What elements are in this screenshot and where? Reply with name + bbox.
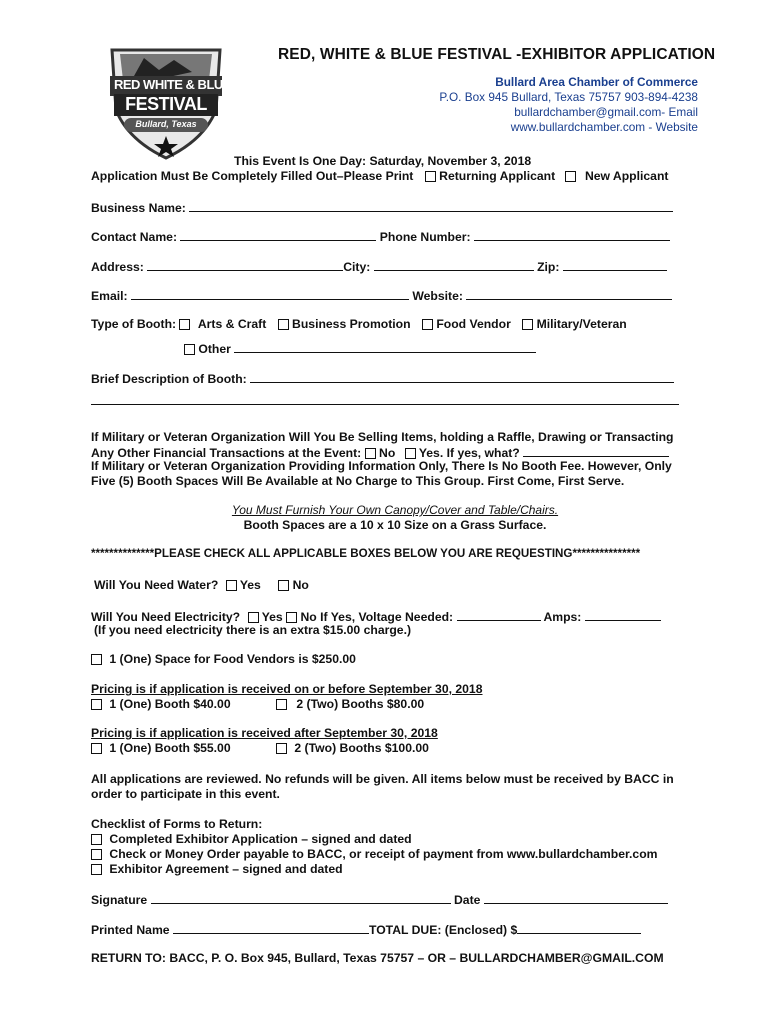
printed-name-field[interactable] xyxy=(173,921,369,934)
zip-label: Zip: xyxy=(537,260,560,274)
org-website: www.bullardchamber.com - Website xyxy=(510,120,698,134)
application-instructions: Application Must Be Completely Filled Out–Please Print xyxy=(91,169,414,183)
email-row xyxy=(91,287,672,303)
military-line1: If Military or Veteran Organization Will You Be Selling Items, holding a Raffle, Drawing or Transacting xyxy=(91,430,674,444)
new-applicant-checkbox[interactable] xyxy=(565,171,576,182)
checklist-item-label: Completed Exhibitor Application – signed and dated xyxy=(109,832,412,846)
event-line: This Event Is One Day: Saturday, November 3, 2018 xyxy=(234,154,532,168)
pricing-after-header: Pricing is if application is received after September 30, 2018 xyxy=(91,726,438,740)
food-space-checkbox[interactable] xyxy=(91,654,102,665)
military-yes-field[interactable] xyxy=(523,444,669,457)
date-label: Date xyxy=(454,893,481,907)
total-due-label: TOTAL DUE: (Enclosed) $ xyxy=(368,923,518,937)
pricing-after-row xyxy=(91,741,231,755)
website-field[interactable] xyxy=(466,287,672,300)
new-applicant-label: New Applicant xyxy=(584,169,669,183)
voltage-field[interactable] xyxy=(457,608,541,621)
phone-number-field[interactable] xyxy=(474,228,670,241)
business-name-field[interactable] xyxy=(189,199,673,212)
pricing-before-row xyxy=(91,697,231,711)
electricity-yes-checkbox[interactable] xyxy=(248,612,259,623)
amps-field[interactable] xyxy=(585,608,661,621)
email-label: Email: xyxy=(91,289,128,303)
description-field[interactable] xyxy=(250,370,674,383)
other-field[interactable] xyxy=(234,340,536,353)
after-one-booth-label: 1 (One) Booth $55.00 xyxy=(109,741,231,755)
checklist-item xyxy=(91,832,412,846)
canopy-note: You Must Furnish Your Own Canopy/Cover and Table/Chairs. xyxy=(231,503,559,517)
description-field-line2[interactable] xyxy=(91,392,679,405)
festival-logo xyxy=(104,40,231,160)
returning-applicant-label: Returning Applicant xyxy=(439,169,556,183)
org-email: bullardchamber@gmail.com- Email xyxy=(514,105,698,119)
military-line2 xyxy=(91,444,669,460)
booth-other-row xyxy=(184,340,536,356)
city-label: City: xyxy=(343,260,371,274)
electricity-no-checkbox[interactable] xyxy=(286,612,297,623)
business-name-row xyxy=(91,199,673,215)
check-all-banner: **************PLEASE CHECK ALL APPLICABLE BOXES BELOW YOU ARE REQUESTING*************** xyxy=(91,547,641,560)
address-label: Address: xyxy=(91,260,144,274)
signature-label: Signature xyxy=(91,893,148,907)
food-space-label: 1 (One) Space for Food Vendors is $250.00 xyxy=(109,652,356,666)
electricity-no-label: No If Yes, Voltage Needed: xyxy=(300,610,454,624)
page-title: RED, WHITE & BLUE FESTIVAL -EXHIBITOR APPLICATION xyxy=(278,46,716,63)
water-row xyxy=(94,578,309,592)
printed-name-label: Printed Name xyxy=(91,923,170,937)
logo-line1: RED WHITE & BLUE xyxy=(114,77,231,92)
review-line2: order to participate in this event. xyxy=(91,787,280,801)
contact-name-field[interactable] xyxy=(180,228,376,241)
total-due-field[interactable] xyxy=(517,921,641,934)
pricing-before-two-row xyxy=(276,697,424,711)
business-promotion-checkbox[interactable] xyxy=(278,319,289,330)
review-line1: All applications are reviewed. No refunds will be given. All items below must be received by BACC in xyxy=(91,772,674,786)
zip-field[interactable] xyxy=(563,258,667,271)
other-checkbox[interactable] xyxy=(184,344,195,355)
checklist-item-label: Check or Money Order payable to BACC, or receipt of payment from www.bullardchamber.com xyxy=(109,847,658,861)
food-space-row xyxy=(91,652,356,666)
returning-applicant-checkbox[interactable] xyxy=(425,171,436,182)
logo-line2: FESTIVAL xyxy=(125,94,207,114)
food-vendor-label: Food Vendor xyxy=(436,317,511,331)
phone-number-label: Phone Number: xyxy=(379,230,471,244)
before-one-booth-checkbox[interactable] xyxy=(91,699,102,710)
before-one-booth-label: 1 (One) Booth $40.00 xyxy=(109,697,231,711)
water-label: Will You Need Water? xyxy=(94,578,219,592)
checklist-item xyxy=(91,862,343,876)
website-label: Website: xyxy=(412,289,463,303)
before-two-booths-label: 2 (Two) Booths $80.00 xyxy=(296,697,425,711)
after-two-booths-checkbox[interactable] xyxy=(276,743,287,754)
booth-type-label: Type of Booth: xyxy=(91,317,177,331)
email-field[interactable] xyxy=(131,287,409,300)
water-yes-label: Yes xyxy=(239,578,261,592)
military-no-label: No xyxy=(379,446,396,460)
logo-line3: Bullard, Texas xyxy=(135,119,197,129)
org-name: Bullard Area Chamber of Commerce xyxy=(495,75,698,89)
contact-row xyxy=(91,228,670,244)
signature-field[interactable] xyxy=(151,891,451,904)
description-label: Brief Description of Booth: xyxy=(91,372,247,386)
military-veteran-label: Military/Veteran xyxy=(536,317,627,331)
arts-craft-checkbox[interactable] xyxy=(179,319,190,330)
business-promotion-label: Business Promotion xyxy=(292,317,411,331)
address-row xyxy=(91,258,667,274)
military-veteran-checkbox[interactable] xyxy=(522,319,533,330)
application-line xyxy=(91,169,668,183)
checklist-header: Checklist of Forms to Return: xyxy=(91,817,263,831)
pricing-before-header: Pricing is if application is received on or before September 30, 2018 xyxy=(91,682,483,696)
contact-name-label: Contact Name: xyxy=(91,230,178,244)
canopy-wrap xyxy=(0,503,770,517)
other-label: Other xyxy=(198,342,231,356)
city-field[interactable] xyxy=(374,258,534,271)
electricity-label: Will You Need Electricity? xyxy=(91,610,241,624)
military-line4: Five (5) Booth Spaces Will Be Available at No Charge to This Group. First Come, First Serve. xyxy=(91,474,625,488)
arts-craft-label: Arts & Craft xyxy=(197,317,267,331)
checklist-item xyxy=(91,847,658,861)
return-to: RETURN TO: BACC, P. O. Box 945, Bullard, Texas 75757 – OR – BULLARDCHAMBER@GMAIL.COM xyxy=(91,951,664,965)
printed-name-row xyxy=(91,921,641,937)
military-yes-label: Yes. If yes, what? xyxy=(418,446,520,460)
electricity-row xyxy=(91,608,661,624)
booth-size-note: Booth Spaces are a 10 x 10 Size on a Grass Surface. xyxy=(243,518,547,532)
checklist-checkbox[interactable] xyxy=(91,849,102,860)
before-two-booths-checkbox[interactable] xyxy=(276,699,287,710)
business-name-label: Business Name: xyxy=(91,201,186,215)
food-vendor-checkbox[interactable] xyxy=(422,319,433,330)
pricing-after-two-row xyxy=(276,741,429,755)
military-no-checkbox[interactable] xyxy=(365,448,376,459)
signature-row xyxy=(91,891,668,907)
date-field[interactable] xyxy=(484,891,668,904)
booth-type-row xyxy=(91,317,627,331)
checklist-checkbox[interactable] xyxy=(91,834,102,845)
military-yes-checkbox[interactable] xyxy=(405,448,416,459)
military-question: Any Other Financial Transactions at the Event: xyxy=(91,446,362,460)
org-address: P.O. Box 945 Bullard, Texas 75757 903-894-4238 xyxy=(439,90,698,104)
water-yes-checkbox[interactable] xyxy=(226,580,237,591)
electricity-yes-label: Yes xyxy=(261,610,283,624)
water-no-checkbox[interactable] xyxy=(278,580,289,591)
water-no-label: No xyxy=(292,578,309,592)
after-two-booths-label: 2 (Two) Booths $100.00 xyxy=(294,741,429,755)
amps-label: Amps: xyxy=(543,610,582,624)
description-row xyxy=(91,370,674,386)
checklist-item-label: Exhibitor Agreement – signed and dated xyxy=(109,862,343,876)
address-field[interactable] xyxy=(147,258,343,271)
electricity-note: (If you need electricity there is an extra $15.00 charge.) xyxy=(94,623,412,637)
after-one-booth-checkbox[interactable] xyxy=(91,743,102,754)
military-line3: If Military or Veteran Organization Providing Information Only, There Is No Booth Fee. However, Only xyxy=(91,459,672,473)
checklist-checkbox[interactable] xyxy=(91,864,102,875)
